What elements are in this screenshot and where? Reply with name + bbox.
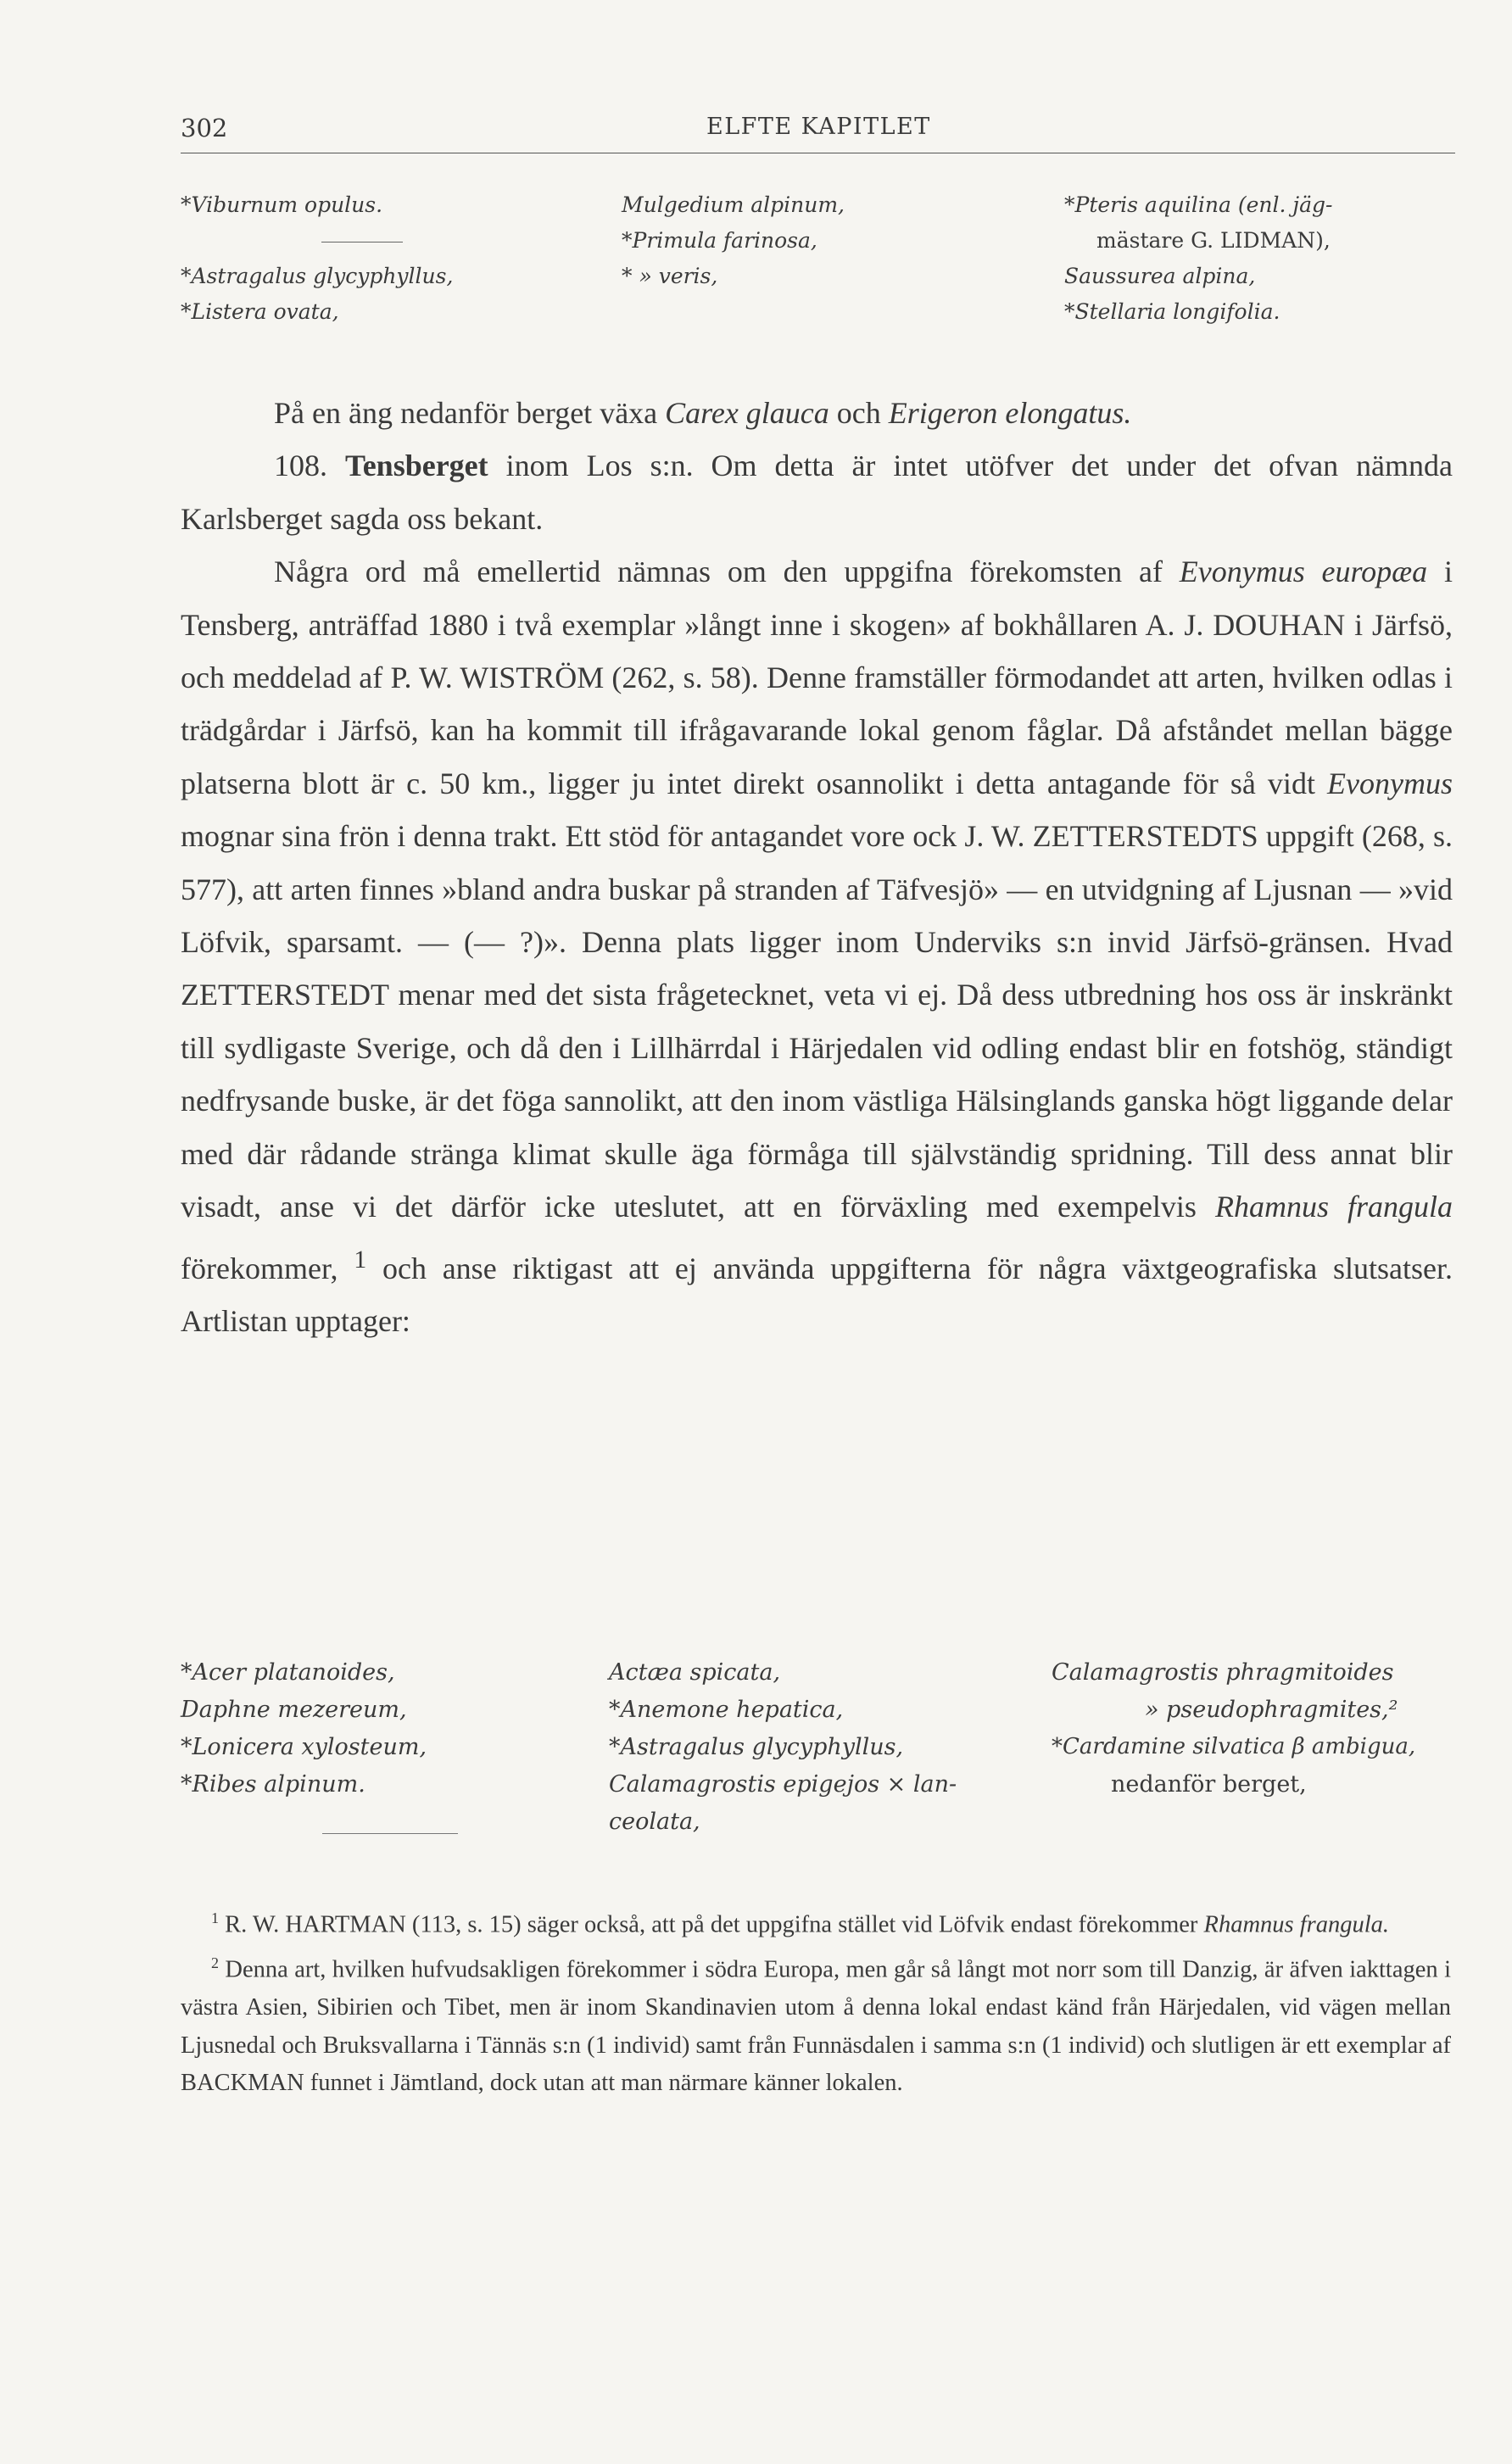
body-text — [181, 387, 1453, 1347]
footnotes — [181, 1899, 1451, 2103]
footnote-mark: 1 — [211, 1909, 219, 1926]
list-item: *Viburnum opulus. — [181, 192, 383, 217]
species-name: Erigeron elongatus. — [888, 396, 1132, 430]
list-item: *Listera ovata, — [181, 299, 339, 324]
list-item: *Acer platanoides, — [181, 1659, 395, 1686]
list-item: *Ribes alpinum. — [181, 1771, 365, 1798]
species-column-3 — [1064, 192, 1463, 335]
list-item: Mulgedium alpinum, — [622, 192, 845, 217]
list-item: Saussurea alpina, — [1064, 264, 1256, 288]
list-item: *Stellaria longifolia. — [1064, 299, 1280, 324]
species-name: Rhamnus frangula. — [1203, 1911, 1390, 1938]
footnote-ref: 1 — [354, 1245, 367, 1274]
list-item: nedanför berget, — [1111, 1771, 1307, 1798]
running-head: ELFTE KAPITLET — [706, 114, 931, 140]
species-column-1 — [181, 1659, 609, 1846]
list-item: Actæa spicata, — [609, 1659, 781, 1686]
list-item: Calamagrostis epigejos × lan- — [609, 1771, 957, 1798]
list-item: *Astragalus glycyphyllus, — [609, 1734, 904, 1760]
footnote-1: $^1$ R. W. HARTMAN (113, s. 15) säger också, att på det uppgifna stället vid Löfvik endast förekommer Rhamnus frangula. — [211, 1909, 1390, 1938]
list-item: Daphne mezereum, — [181, 1697, 407, 1723]
list-item: *Astragalus glycyphyllus, — [181, 264, 454, 288]
list-item: Calamagrostis phragmitoides — [1052, 1659, 1394, 1686]
list-item: ceolata, — [609, 1809, 700, 1835]
list-item: *Cardamine silvatica β ambigua, — [1052, 1734, 1416, 1759]
species-column-1 — [181, 192, 622, 335]
list-item: *Pteris aquilina (enl. jäg- — [1064, 192, 1333, 217]
species-column-2 — [622, 192, 1064, 335]
footnote-2: $^2$ Denna art, hvilken hufvudsakligen förekommer i södra Europa, men går så långt mot norr som till Danzig, är äfven iakttagen i västra Asien, Sibirien och Tibet, men är inom Skandinavien utom å denna lokal endast känd från Härjedalen, vid vägen mellan Ljusnedal och Bruksvallarna i Tännäs s:n (1 individ) samt från Funnäsdalen i samma s:n (1 individ) och slutligen är ett exemplar af BACKMAN funnet i Jämtland, dock utan att man närmare känner lokalen. — [181, 1954, 1451, 2097]
list-item: *Anemone hepatica, — [609, 1697, 844, 1723]
species-name: Rhamnus frangula — [1214, 1190, 1453, 1224]
paragraph-3: Några ord må emellertid nämnas om den uppgifna förekomsten af Evonymus europæa i Tensberg, anträffad 1880 i två exemplar »långt inne i skogen» af bokhållaren A. J. DOUHAN i Järfsö, och meddelad af P. W. WISTRÖM (262, s. 58). Denne framställer förmodandet att arten, hvilken odlas i trädgårdar i Järfsö, kan ha kommit till ifrågavarande lokal genom fåglar. Då afståndet mellan bägge platserna blott är c. 50 km., ligger ju intet direkt osannolikt i detta antagande för så vidt Evonymus mognar sina frön i denna trakt. Ett stöd för antagandet vore ock J. W. ZETTERSTEDTS uppgift (268, s. 577), att arten finnes »bland andra buskar på stranden af Täfvesjö» — en utvidgning af Ljusnan — »vid Löfvik, sparsamt. — (— ?)». Denna plats ligger inom Underviks s:n invid Järfsö-gränsen. Hvad ZETTERSTEDT menar med det sista frågetecknet, veta vi ej. Då dess utbredning hos oss är inskränkt till sydligaste Sverige, och då den i Lillhärrdal i Härjedalen vid odling endast blir en fotshög, ständigt nedfrysande buske, är det föga sannolikt, att den inom västliga Hälsinglands ganska högt liggande delar med där rådande stränga klimat skulle äga förmåga till självständig spridning. Till dess annat blir visadt, anse vi det därför icke uteslutet, att en förväxling med exempelvis Rhamnus frangula förekommer, $^1$ och anse riktigast att ej använda uppgifterna för några växtgeografiska slutsatser. Artlistan upptager: — [181, 555, 1453, 1338]
species-list-bottom — [181, 1659, 1459, 1846]
list-item: mästare G. LIDMAN), — [1096, 228, 1331, 253]
paragraph-2: 108. Tensberget inom Los s:n. Om detta är intet utöfver det under det ofvan nämnda Karlsberget sagda oss bekant. — [181, 449, 1453, 536]
footnote-divider — [322, 1833, 458, 1834]
species-name: Carex glauca — [665, 396, 829, 430]
list-item: *Lonicera xylosteum, — [181, 1734, 427, 1760]
section-number: 108. — [274, 449, 345, 483]
species-column-3 — [1052, 1659, 1459, 1846]
list-item: * » veris, — [622, 264, 718, 288]
section-heading: Tensberget — [344, 449, 488, 483]
list-item: » pseudophragmites,² — [1145, 1697, 1398, 1723]
species-list-top — [181, 192, 1463, 335]
species-name: Evonymus — [1327, 766, 1453, 800]
page-number: 302 — [181, 114, 228, 142]
species-column-2 — [609, 1659, 1052, 1846]
footnote-mark: 2 — [211, 1954, 219, 1972]
species-name: Evonymus europæa — [1179, 555, 1428, 589]
paragraph-1: På en äng nedanför berget växa Carex glauca och Erigeron elongatus. — [274, 396, 1132, 430]
list-item: *Primula farinosa, — [622, 228, 817, 253]
page-header — [181, 109, 1455, 153]
list-item — [181, 228, 622, 264]
